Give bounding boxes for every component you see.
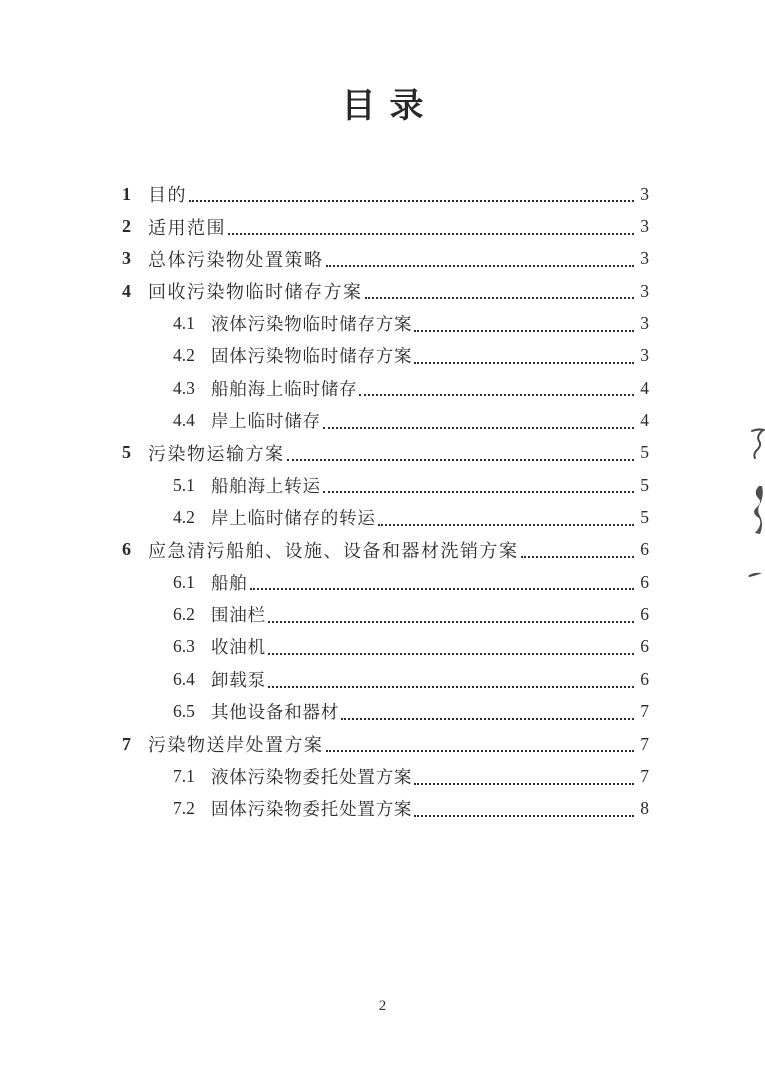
toc-entry-label: 卸载泵: [211, 669, 266, 690]
toc-entry-number: 7.1: [173, 765, 195, 786]
toc-entry-number: 4.1: [173, 313, 195, 334]
toc-entry-label: 固体污染物委托处置方案: [211, 799, 413, 820]
toc-entry-page: 7: [640, 701, 649, 722]
toc-entry-page: 8: [640, 798, 649, 819]
toc-entry: [122, 760, 649, 792]
toc-entry-label: 适用范围: [148, 217, 226, 238]
toc-entry-label: 回收污染物临时储存方案: [148, 282, 363, 303]
toc-dot-leader: [365, 297, 635, 299]
toc-entry: [122, 340, 649, 372]
toc-entry-number: 4.3: [173, 377, 195, 398]
toc-entry: [122, 598, 649, 630]
toc-entry-label: 目的: [148, 185, 187, 206]
toc-entry-label: 污染物送岸处置方案: [148, 735, 324, 756]
toc-dot-leader: [378, 524, 634, 526]
toc-entry: [122, 534, 649, 566]
toc-entry-page: 4: [640, 410, 649, 431]
toc-entry: [122, 243, 649, 275]
toc-entry-number: 6.1: [173, 571, 195, 592]
toc-entry-number: 7: [122, 733, 131, 754]
toc-entry-label: 其他设备和器材: [211, 702, 340, 723]
toc-entry: [122, 631, 649, 663]
toc-entry-label: 船舶海上转运: [211, 475, 321, 496]
toc-entry-page: 3: [640, 248, 649, 269]
toc-dot-leader: [414, 362, 634, 364]
toc-entry: [122, 437, 649, 469]
toc-dot-leader: [323, 491, 634, 493]
toc-entry: [122, 210, 649, 242]
toc-entry-page: 4: [640, 377, 649, 398]
toc-entry: [122, 307, 649, 339]
toc-entry: [122, 404, 649, 436]
toc-entry-label: 液体污染物委托处置方案: [211, 766, 413, 787]
toc-entry: [122, 728, 649, 760]
toc-entry-page: 3: [640, 280, 649, 301]
toc-entry-label: 岸上临时储存: [211, 411, 321, 432]
toc-entry-page: 6: [640, 636, 649, 657]
toc-entry-page: 5: [640, 442, 649, 463]
toc-dot-leader: [250, 588, 634, 590]
toc-entry-page: 3: [640, 345, 649, 366]
toc-entry-number: 6.5: [173, 701, 195, 722]
toc-dot-leader: [414, 330, 634, 332]
toc-entry-label: 岸上临时储存的转运: [211, 508, 376, 529]
toc-entry-page: 6: [640, 668, 649, 689]
toc-entry: [122, 372, 649, 404]
toc-entry: [122, 696, 649, 728]
toc-entry-label: 船舶海上临时储存: [211, 378, 358, 399]
toc-entry-number: 6.4: [173, 668, 195, 689]
footer-page-number: 2: [378, 998, 387, 1014]
toc-dot-leader: [287, 459, 635, 461]
toc-dot-leader: [268, 686, 634, 688]
toc-entry: [122, 566, 649, 598]
toc-dot-leader: [268, 621, 634, 623]
toc-entry-number: 4.2: [173, 345, 195, 366]
page-title: 目录: [341, 88, 438, 125]
toc-entry-page: 6: [640, 539, 649, 560]
toc-entry-label: 围油栏: [211, 605, 266, 626]
toc-entry: [122, 793, 649, 825]
toc-dot-leader: [323, 427, 634, 429]
table-of-contents: [122, 178, 649, 825]
toc-entry-page: 5: [640, 474, 649, 495]
toc-entry-page: 6: [640, 604, 649, 625]
toc-entry-number: 4: [122, 280, 131, 301]
toc-entry-label: 总体污染物处置策略: [148, 249, 324, 270]
toc-entry-page: 5: [640, 507, 649, 528]
toc-entry-label: 污染物运输方案: [148, 443, 285, 464]
toc-entry-number: 2: [122, 216, 131, 237]
scan-artifact-blot: [750, 486, 764, 534]
toc-dot-leader: [228, 233, 634, 235]
toc-entry-number: 6: [122, 539, 131, 560]
toc-dot-leader: [341, 718, 634, 720]
scan-artifact-dash: [747, 570, 763, 579]
toc-dot-leader: [268, 653, 634, 655]
toc-entry-label: 固体污染物临时储存方案: [211, 346, 413, 367]
toc-entry-page: 3: [640, 313, 649, 334]
toc-entry-number: 7.2: [173, 798, 195, 819]
toc-dot-leader: [521, 556, 635, 558]
toc-entry-number: 6.2: [173, 604, 195, 625]
toc-entry-label: 应急清污船舶、设施、设备和器材洗销方案: [148, 540, 519, 561]
toc-entry-number: 5.1: [173, 474, 195, 495]
toc-entry-number: 5: [122, 442, 131, 463]
toc-dot-leader: [359, 394, 634, 396]
scan-artifact-squiggle: [750, 428, 765, 460]
toc-entry-number: 6.3: [173, 636, 195, 657]
toc-entry-label: 收油机: [211, 637, 266, 658]
toc-entry-label: 船舶: [211, 572, 248, 593]
toc-dot-leader: [414, 783, 634, 785]
toc-entry-number: 4.4: [173, 410, 195, 431]
toc-entry-page: 3: [640, 183, 649, 204]
toc-entry-label: 液体污染物临时储存方案: [211, 314, 413, 335]
toc-entry: [122, 469, 649, 501]
toc-entry: [122, 501, 649, 533]
toc-dot-leader: [189, 200, 634, 202]
toc-entry: [122, 663, 649, 695]
toc-entry-number: 1: [122, 183, 131, 204]
toc-entry-page: 3: [640, 216, 649, 237]
toc-entry-page: 7: [640, 733, 649, 754]
toc-entry: [122, 275, 649, 307]
toc-dot-leader: [326, 750, 635, 752]
toc-dot-leader: [414, 815, 634, 817]
toc-entry: [122, 178, 649, 210]
toc-dot-leader: [326, 265, 635, 267]
toc-entry-number: 3: [122, 248, 131, 269]
toc-entry-number: 4.2: [173, 507, 195, 528]
toc-entry-page: 7: [640, 765, 649, 786]
toc-entry-page: 6: [640, 571, 649, 592]
